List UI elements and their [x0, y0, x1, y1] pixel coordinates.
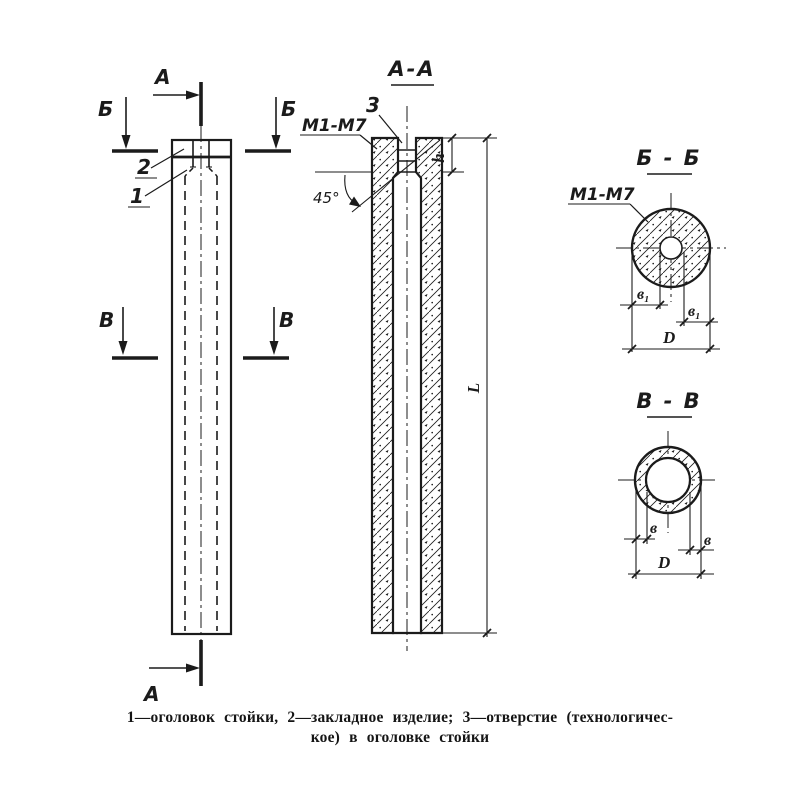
dim-l-label: L: [464, 382, 483, 394]
section-aa: [300, 57, 497, 651]
section-vv-title: В - В: [636, 389, 702, 413]
head-section-hole: [660, 237, 682, 259]
dim-v-right-label: в: [704, 532, 712, 549]
dim-v-left-label: в: [650, 520, 658, 537]
arrowhead: [349, 197, 361, 208]
cut-label-b-left: Б: [98, 97, 114, 121]
callout-2: [135, 149, 184, 179]
callout-2-label: 2: [137, 155, 151, 179]
figure-caption: [0, 708, 800, 748]
embed-mark-bb-label: М1-М7: [570, 185, 635, 205]
section-aa-left-wall: [372, 138, 398, 633]
cut-mark-b-left: [98, 97, 158, 151]
section-bb-title: Б - Б: [636, 146, 702, 170]
dim-h-label: h: [429, 153, 448, 163]
arrowhead: [186, 664, 200, 673]
angle-45-note: [313, 172, 372, 207]
cut-mark-b-right: [245, 97, 296, 151]
cut-mark-a-bottom: [142, 640, 201, 706]
embed-mark-aa: [300, 116, 377, 149]
cut-label-v-right: В: [279, 308, 295, 332]
front-view: [98, 65, 296, 706]
cut-mark-v-right: [243, 307, 294, 358]
embed-mark-bb: [568, 185, 648, 222]
cut-label-b-right: Б: [281, 97, 297, 121]
callout-3-label: 3: [366, 93, 380, 117]
arrowhead: [272, 135, 281, 149]
dim-d-bb-label: D: [663, 328, 676, 347]
body-section-bore: [646, 458, 690, 502]
dimension-v1-right: [676, 303, 718, 326]
dim-v1-right-label: в₁: [688, 303, 701, 320]
dim-v1-left-label: в₁: [637, 286, 650, 303]
cut-mark-v-left: [99, 307, 158, 358]
dimension-v-right: [678, 532, 714, 554]
embed-mark-aa-label: М1-М7: [302, 116, 367, 136]
dimension-v-left: [624, 520, 657, 543]
callout-3: [366, 93, 402, 143]
dim-d-vv-label: D: [658, 553, 671, 572]
section-bb: [568, 146, 726, 353]
dimension-l: [442, 134, 497, 637]
arrowhead: [122, 135, 131, 149]
caption-line-2: кое) в оголовке стойки: [310, 729, 490, 747]
cut-label-a-bottom: А: [144, 682, 160, 706]
arrowhead: [270, 341, 279, 355]
dimension-v1-left: [620, 286, 668, 309]
section-vv: [618, 389, 718, 579]
section-aa-title: А-А: [388, 57, 436, 81]
cut-mark-a-top: [153, 65, 201, 126]
caption-line-1: 1—оголовок стойки, 2—закладное изделие; 3—отверстие (технологичес-: [126, 709, 674, 726]
arrowhead: [119, 341, 128, 355]
cut-label-a-top: А: [155, 65, 171, 89]
cut-label-v-left: В: [99, 308, 115, 332]
arrowhead: [186, 91, 200, 100]
section-aa-right-wall: [416, 138, 442, 633]
angle-label: 45°: [313, 189, 340, 207]
dimension-d-bb: [622, 328, 720, 353]
callout-1-label: 1: [130, 184, 144, 208]
